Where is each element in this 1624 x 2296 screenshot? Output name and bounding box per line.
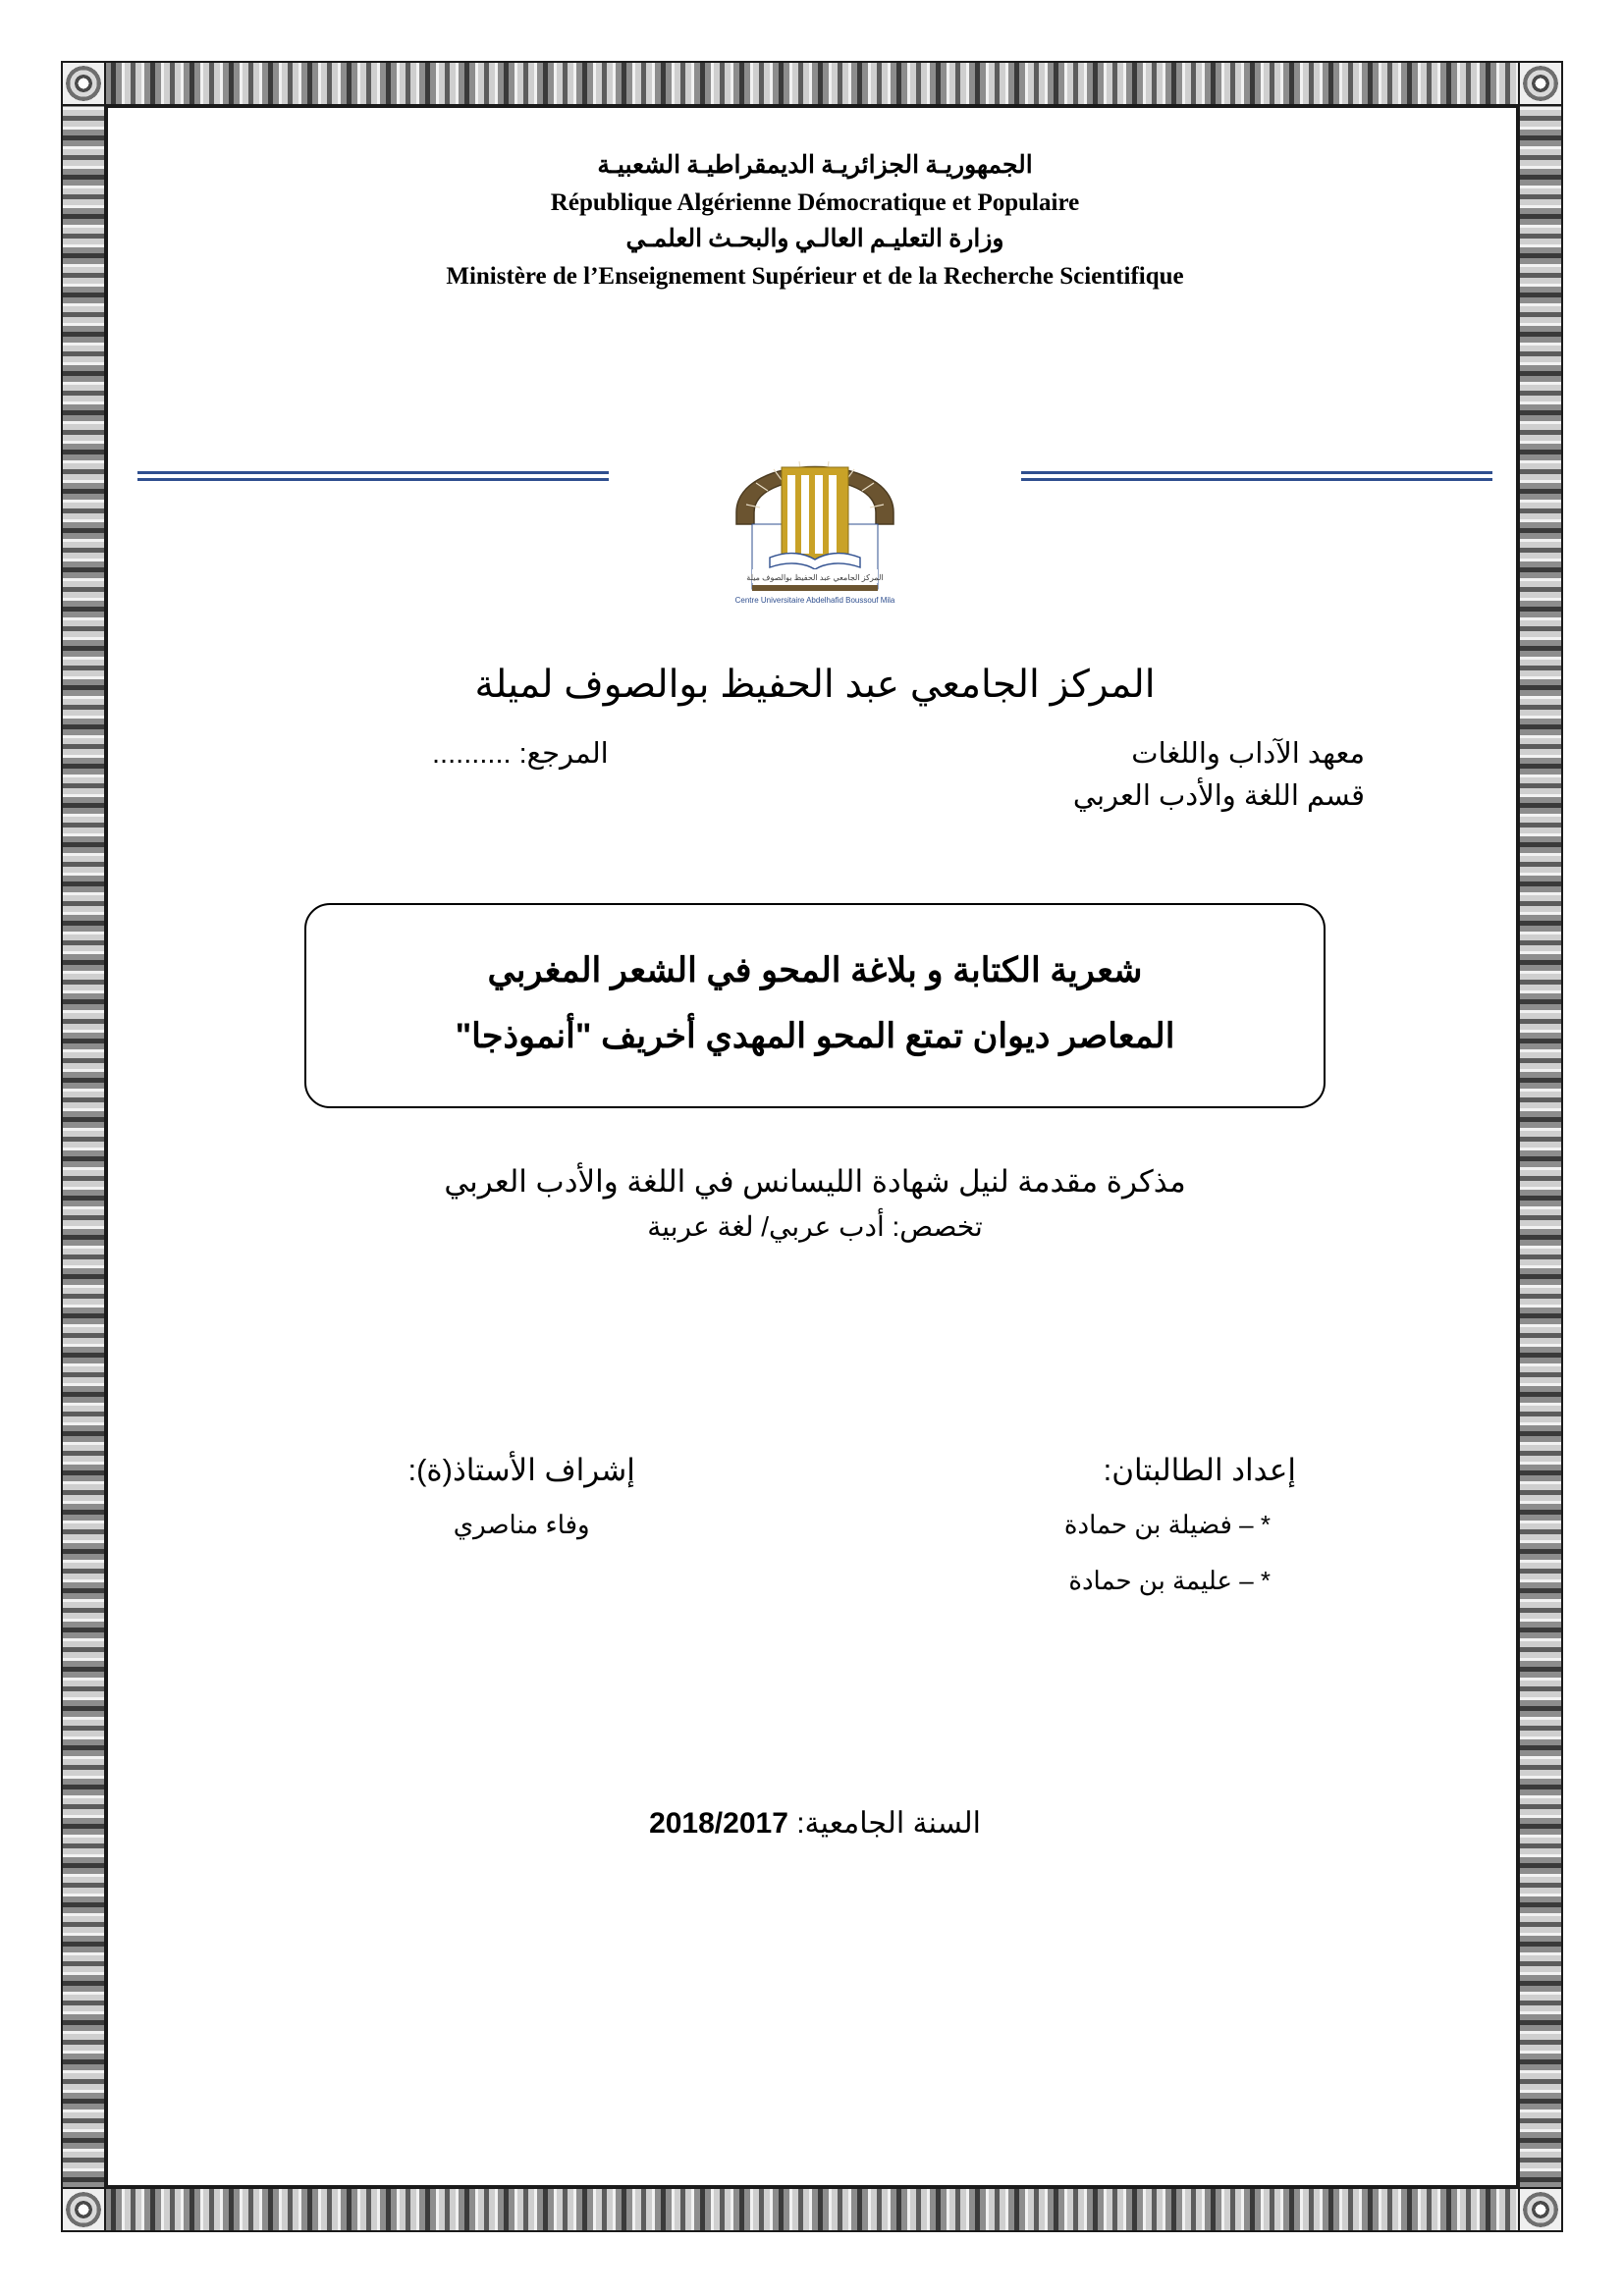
students-column bbox=[842, 1453, 1492, 1622]
header-line-ministry-fr: Ministère de l’Enseignement Supérieur et de la Recherche Scientifique bbox=[446, 262, 1184, 290]
institute-name: معهد الآداب واللغات bbox=[1131, 738, 1365, 770]
department-name: قسم اللغة والأدب العربي bbox=[1072, 780, 1365, 812]
header-line-republic-fr: République Algérienne Démocratique et Populaire bbox=[550, 188, 1080, 216]
divider-right-upper bbox=[1021, 471, 1492, 474]
border-band-top bbox=[61, 61, 1563, 106]
border-corner-bottom-left-icon bbox=[61, 2187, 106, 2232]
svg-text:المركز الجامعي عبد الحفيظ بوال: المركز الجامعي عبد الحفيظ بوالصوف ميلة bbox=[746, 573, 884, 582]
border-corner-top-left-icon bbox=[61, 61, 106, 106]
degree-note: مذكرة مقدمة لنيل شهادة الليسانس في اللغة والأدب العربي bbox=[444, 1164, 1186, 1199]
header-line-republic-ar: الجمهوريـة الجزائريـة الديمقراطيـة الشعبيـة bbox=[597, 152, 1033, 179]
academic-year-label: السنة الجامعية: bbox=[796, 1807, 981, 1840]
border-band-left bbox=[61, 61, 106, 2232]
header-line-ministry-ar: وزارة التعليـم العالـي والبحـث العلمـي bbox=[625, 226, 1004, 252]
university-logo-icon bbox=[701, 410, 929, 618]
border-corner-top-right-icon bbox=[1518, 61, 1563, 106]
academic-year bbox=[137, 1806, 1492, 1841]
divider-right-lower bbox=[1021, 478, 1492, 481]
institute-block bbox=[137, 736, 1492, 813]
students-label: إعداد الطالبتان: bbox=[1103, 1453, 1296, 1487]
supervisor-column bbox=[137, 1453, 787, 1540]
list-item: * – عليمة بن حمادة bbox=[1068, 1566, 1271, 1595]
border-corner-bottom-right-icon bbox=[1518, 2187, 1563, 2232]
thesis-title-line-2: المعاصر ديوان تمتع المحو المهدي أخريف "أنموذجا" bbox=[455, 1016, 1175, 1055]
border-band-bottom bbox=[61, 2187, 1563, 2232]
thesis-title-line-1: شعرية الكتابة و بلاغة المحو في الشعر المغربي bbox=[487, 951, 1143, 989]
divider-left-lower bbox=[137, 478, 609, 481]
border-band-right bbox=[1518, 61, 1563, 2232]
university-name: المركز الجامعي عبد الحفيظ بوالصوف لميلة bbox=[474, 664, 1156, 706]
divider-left-upper bbox=[137, 471, 609, 474]
reference-field: المرجع: .......... bbox=[432, 738, 609, 770]
thesis-title-box bbox=[304, 903, 1326, 1108]
supervisor-name: وفاء مناصري bbox=[453, 1510, 590, 1539]
decorative-border-frame bbox=[61, 61, 1563, 2232]
speciality: تخصص: أدب عربي/ لغة عربية bbox=[647, 1211, 983, 1243]
list-item: * – فضيلة بن حمادة bbox=[1063, 1510, 1271, 1539]
academic-year-value: 2018/2017 bbox=[649, 1807, 788, 1840]
svg-text:Centre Universitaire Abdelhafi: Centre Universitaire Abdelhafid Boussouf Mila bbox=[734, 596, 895, 605]
people-block bbox=[137, 1453, 1492, 1622]
degree-block bbox=[137, 1158, 1492, 1248]
cover-content bbox=[137, 147, 1492, 1840]
supervisor-label: إشراف الأستاذ(ة): bbox=[407, 1453, 635, 1487]
ministry-header bbox=[137, 147, 1492, 294]
